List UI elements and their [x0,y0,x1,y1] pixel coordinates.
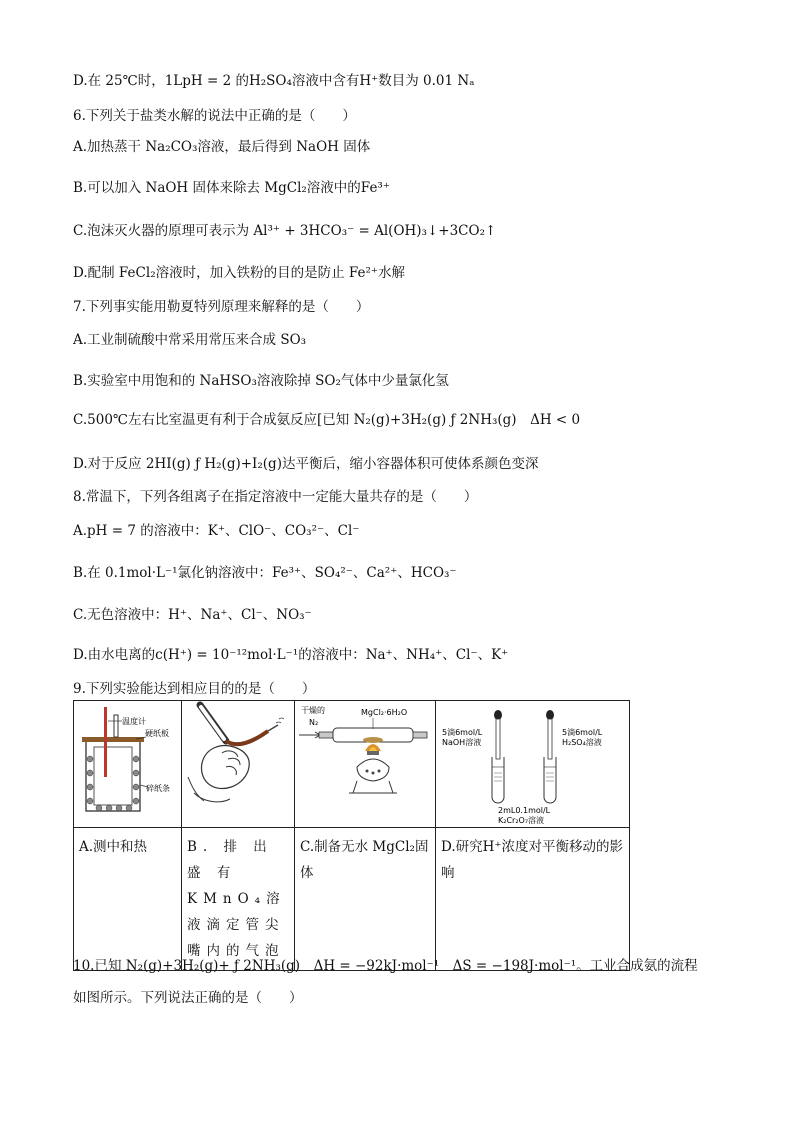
caption-b: B. 排 出 盛 有 KMnO₄溶液滴定管尖嘴内的气泡 [182,828,295,971]
q7-option-d: D.对于反应 2HI(g) ƒ H₂(g)+I₂(g)达平衡后，缩小容器体积可使体系颜色变深 [73,456,539,472]
test-tubes-figure [436,701,628,827]
caption-d: D.研究H⁺浓度对平衡移动的影响 [436,828,630,971]
q8-option-a: A.pH = 7 的溶液中：K⁺、ClO⁻、CO₃²⁻、Cl⁻ [73,523,360,539]
q8-option-c: C.无色溶液中：H⁺、Na⁺、Cl⁻、NO₃⁻ [73,607,312,623]
q7-stem: 7.下列事实能用勒夏特列原理来解释的是（ ） [73,299,370,315]
q6-option-c: C.泡沫灭火器的原理可表示为 Al³⁺ + 3HCO₃⁻ = Al(OH)₃↓+3CO₂↑ [73,223,497,239]
label-paper-scraps: 碎纸条 [146,784,170,793]
q8-option-b: B.在 0.1mol·L⁻¹氯化钠溶液中：Fe³⁺、SO₄²⁻、Ca²⁺、HCO₃⁻ [73,565,457,581]
q10-stem-continued: 如图所示。下列说法正确的是（ ） [73,990,303,1006]
label-cardboard: 硬纸板 [145,729,169,738]
label-dichromate-solution: K₂Cr₂O₇溶液 [498,816,545,825]
q8-stem: 8.常温下，下列各组离子在指定溶液中一定能大量共存的是（ ） [73,489,478,505]
label-naoh-solution: NaOH溶液 [442,738,482,747]
q10-stem: 10.已知 N₂(g)+3H₂(g)+ ƒ 2NH₃(g) ΔH = −92kJ·mol⁻¹ ΔS = −198J·mol⁻¹。工业合成氨的流程 [73,958,698,974]
experiment-table [73,700,630,971]
figure-cell-b [182,701,295,828]
caption-a: A.测中和热 [74,828,182,971]
caption-c: C.制备无水 MgCl₂固体 [295,828,436,971]
label-mgcl2-hydrate: MgCl₂·6H₂O [361,708,408,717]
q7-option-a: A.工业制硫酸中常采用常压来合成 SO₃ [73,332,307,348]
label-n2: N₂ [309,718,319,727]
q7-option-b: B.实验室中用饱和的 NaHSO₃溶液除掉 SO₂气体中少量氯化氢 [73,373,449,389]
label-dichromate-amount: 2mL0.1mol/L [498,806,551,815]
burette-hand-figure [182,701,293,827]
label-thermometer: 温度计 [122,717,146,726]
q6-option-d: D.配制 FeCl₂溶液时，加入铁粉的目的是防止 Fe²⁺水解 [73,265,406,281]
q6-option-b: B.可以加入 NaOH 固体来除去 MgCl₂溶液中的Fe³⁺ [73,180,390,196]
q5-option-d: D.在 25℃时，1LpH = 2 的H₂SO₄溶液中含有H⁺数目为 0.01 Nₐ [73,73,475,89]
label-h2so4-drops: 5滴6mol/L [562,728,603,737]
q6-option-a: A.加热蒸干 Na₂CO₃溶液，最后得到 NaOH 固体 [73,139,371,155]
dehydration-apparatus-figure [295,701,435,827]
figure-cell-d [436,701,630,828]
q7-option-c: C.500℃左右比室温更有利于合成氨反应[已知 N₂(g)+3H₂(g) ƒ 2NH₃(g) ΔH < 0 [73,412,581,428]
q6-stem: 6.下列关于盐类水解的说法中正确的是（ ） [73,108,356,124]
figure-cell-c [295,701,436,828]
calorimeter-figure [74,701,180,827]
q8-option-d: D.由水电离的c(H⁺) = 10⁻¹²mol·L⁻¹的溶液中：Na⁺、NH₄⁺、Cl⁻、K⁺ [73,647,509,663]
label-h2so4-solution: H₂SO₄溶液 [562,738,602,747]
q9-stem: 9.下列实验能达到相应目的的是（ ） [73,681,316,697]
figure-cell-a [74,701,182,828]
label-dry-gas: 干燥的 [301,706,325,715]
label-naoh-drops: 5滴6mol/L [442,728,483,737]
